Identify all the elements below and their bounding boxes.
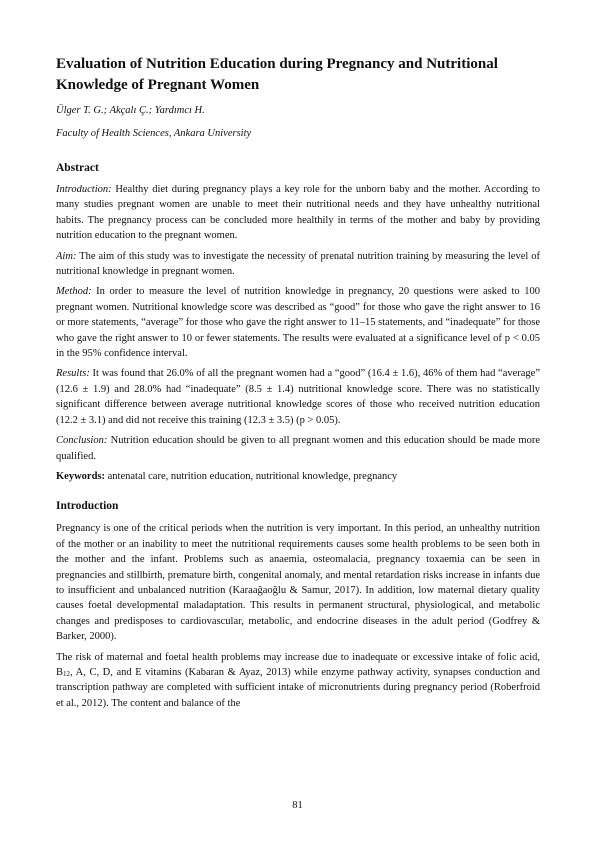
introduction-paragraph-2	[56, 650, 540, 712]
abstract-text: The aim of this study was to investigate the necessity of prenatal nutrition training by measuring the level of nutritional knowledge in pregnant women.	[56, 250, 540, 278]
author-list: Ülger T. G.; Akçalı Ç.; Yardımcı H.	[56, 105, 205, 116]
abstract-heading: Abstract	[56, 162, 99, 174]
paper-title: Evaluation of Nutrition Education during Pregnancy and Nutritional Knowledge of Pregnant Women	[56, 56, 498, 93]
abstract-introduction	[56, 182, 540, 244]
affiliation: Faculty of Health Sciences, Ankara University	[56, 128, 252, 139]
keywords	[56, 469, 540, 484]
abstract-label: Introduction:	[56, 184, 112, 195]
abstract-section	[56, 161, 540, 484]
paragraph-text: The risk of maternal and foetal health problems may increase due to inadequate or excessive intake of folic acid, B	[56, 651, 540, 678]
abstract-text: In order to measure the level of nutrition knowledge in pregnancy, 20 questions were asked to 100 pregnant women. Nutritional knowledge score was described as “good” for those who gave the right answer to 16 or more statements, “average” for those who gave the right answer to 11–15 statements, and “inadequate” for those who gave the right answer to 10 or fewer statements. The results were evaluated at a significance level of p < 0.05 in the 95% confidence interval.	[56, 286, 540, 360]
paragraph-text: , A, C, D, and E vitamins (Kabaran & Ayaz, 2013) while enzyme pathway activity, synapses conduction and transcription pathway are completed with sufficient intake of micronutrients during pregnancy period (Roberfroid et al., 2012). The content and balance of the	[56, 666, 540, 709]
abstract-results	[56, 366, 540, 428]
abstract-label: Results:	[56, 368, 90, 380]
paper-page	[56, 54, 540, 711]
abstract-label: Aim:	[56, 250, 77, 262]
page-number: 81	[292, 800, 303, 811]
abstract-method	[56, 284, 540, 361]
introduction-heading: Introduction	[56, 500, 119, 513]
subscript: 12	[63, 669, 71, 678]
abstract-text: Nutrition education should be given to all pregnant women and this education should be made more qualified.	[56, 435, 540, 462]
abstract-text: Healthy diet during pregnancy plays a key role for the unborn baby and the mother. According to many studies pregnant women are unable to meet their nutritional needs and they have unhealthy nutritional habits. The pregnancy process can be concluded more healthily in terms of the mother and baby by providing nutrition education to the pregnant women.	[56, 184, 540, 242]
keywords-text: antenatal care, nutrition education, nutritional knowledge, pregnancy	[105, 470, 398, 482]
abstract-label: Method:	[56, 286, 92, 298]
abstract-label: Conclusion:	[56, 435, 108, 447]
introduction-paragraph-1: Pregnancy is one of the critical periods when the nutrition is very important. In this period, an unhealthy nutrition of the mother or an inability to meet the nutritional requirements causes some health problems to be seen both in the mother and the infant. Problems such as anaemia, osteomalacia, pregnancy toxaemia can be seen in pregnancies and stillbirth, premature birth, congenital anomaly, and mental retardation risks increase in infants due to insufficient and unbalanced nutrition (Karaağaoğlu & Samur, 2017). In addition, low maternal dietary quality causes foetal developmental maladaptation. This results in permanent structural, physiological, and metabolic changes and predisposes to cardiovascular, metabolic, and endocrine diseases in the adult period (Godfrey & Barker, 2000).	[56, 523, 540, 643]
abstract-aim	[56, 249, 540, 280]
abstract-text: It was found that 26.0% of all the pregnant women had a “good” (16.4 ± 1.6), 46% of them had “average” (12.6 ± 1.9) and 28.0% had “inadequate” (8.5 ± 1.4) nutritional knowledge score. There was no statistically significant difference between average nutritional knowledge scores of those who received nutrition education (12.2 ± 3.1) and did not receive this training (12.3 ± 3.5) (p > 0.05).	[56, 368, 540, 426]
introduction-section	[56, 499, 540, 711]
keywords-label: Keywords:	[56, 470, 105, 482]
abstract-conclusion	[56, 433, 540, 464]
